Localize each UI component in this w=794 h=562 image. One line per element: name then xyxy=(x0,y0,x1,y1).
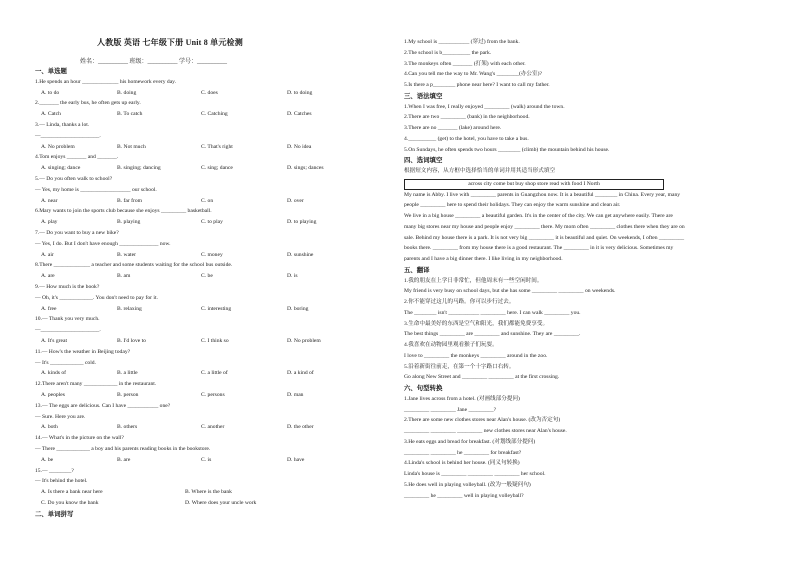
question-line: _________ he _________ well in playing volleyball? xyxy=(404,492,524,499)
answer-option: B. singing; dancing xyxy=(117,165,161,172)
question-line: 4.__________ (get) to the hotel, you have to take a bus. xyxy=(404,135,529,142)
question-line: — It's behind the hotel. xyxy=(35,478,88,485)
question-line: 2.There are some new clothes stores near Alan's house. (改为否定句) xyxy=(404,417,561,424)
question-line: — It's ____________ cold. xyxy=(35,359,96,366)
question-line: _________ _________ _________ new clothes stores near Alan's house. xyxy=(404,428,567,434)
question-line: 4.Tom enjoys _______ and _______. xyxy=(35,154,119,161)
answer-option: D. No idea xyxy=(287,143,312,150)
answer-option: C. Do you know the bank xyxy=(41,500,99,506)
question-line: 11.— How's the weather in Beijing today? xyxy=(35,348,131,355)
answer-option: D. to playing xyxy=(287,219,317,226)
question-line: 4.Linda's school is behind her house. (同义句转换) xyxy=(404,460,520,467)
answer-option: A. It's great xyxy=(41,338,68,344)
question-line: My name is Abby. I live with _________ parents in Guangzhou now. It is a beautiful ________ in China. Every year, many xyxy=(404,191,681,198)
section-heading: 三、语法填空 xyxy=(404,92,443,100)
answer-option: A. both xyxy=(41,424,58,431)
question-line: 5.Is there a p________ phone near here? I want to call my father. xyxy=(404,82,550,88)
question-line: The ________ isn't ___________ _________ here. I can walk _________ you. xyxy=(404,309,581,316)
question-line: I love to _________ the monkeys _________ around in the zoo. xyxy=(404,352,548,359)
question-line: 10.— Thank you very much. xyxy=(35,316,100,323)
question-line: 3.The monkeys often _______ (打架) with each other. xyxy=(404,60,526,67)
question-line: 5.沿着新街往前走，在第一个十字路口右转。 xyxy=(404,363,515,370)
answer-option: B. doing xyxy=(117,89,137,96)
answer-option: B. a little xyxy=(117,370,138,377)
answer-option: A. air xyxy=(41,251,54,258)
question-line: 13.— The eggs are delicious. Can I have ___________ one? xyxy=(35,402,171,409)
word-bank-box: across city come but buy shop store read with food I North xyxy=(404,179,664,190)
answer-option: B. I'd love to xyxy=(117,338,146,344)
answer-option: A. No problem xyxy=(41,143,75,150)
answer-option: D. boring xyxy=(287,305,309,312)
question-line: 1.My school is ___________ (穿过) from the bank. xyxy=(404,39,520,45)
question-line: 2.The school is b__________ the park. xyxy=(404,49,492,56)
question-line: — There ____________ a boy and his parents reading books in the bookstore. xyxy=(35,446,211,452)
answer-option: B. Not much xyxy=(117,143,146,150)
question-line: Linda's house is _________ _________ _________ her school. xyxy=(404,471,546,477)
answer-option: A. free xyxy=(41,305,57,312)
answer-option: C. I think so xyxy=(201,338,229,344)
question-line: _________ _________ he _________ for breakfast? xyxy=(404,449,522,456)
answer-option: C. interesting xyxy=(201,305,232,312)
answer-option: C. Catching xyxy=(201,111,228,118)
answer-option: B. are xyxy=(117,456,131,463)
answer-option: D. man xyxy=(287,392,304,398)
question-line: 2.There are two _________ (bank) in the neighborhood. xyxy=(404,114,530,121)
question-line: — Yes, I do. But I don't have enough ______________ now. xyxy=(35,240,171,247)
answer-option: D. Catches xyxy=(287,111,312,118)
answer-option: D. a kind of xyxy=(287,370,314,377)
question-line: 4.Can you tell me the way to Mr. Wang's ________(办公室)? xyxy=(404,71,542,78)
question-line: 8.There _____________ a teacher and some students waiting for the school bus outside. xyxy=(35,262,233,269)
answer-option: A. Is there a bank near here xyxy=(41,489,103,496)
answer-option: A. to do xyxy=(41,89,60,96)
student-info-line: 姓名：__________ 班级：__________ 学号：__________ xyxy=(80,59,228,65)
answer-option: B. person xyxy=(117,392,139,398)
question-line: 3.There are no _______ (lake) around here. xyxy=(404,125,502,131)
answer-option: C. does xyxy=(201,89,218,96)
answer-option: B. water xyxy=(117,251,136,258)
answer-option: C. another xyxy=(201,424,225,431)
answer-option: D. No problem xyxy=(287,338,321,344)
answer-option: A. Catch xyxy=(41,111,61,118)
answer-option: D. is xyxy=(287,273,298,280)
question-line: — Yes, my home is __________________ our school. xyxy=(35,186,157,193)
section-heading: 一、单选题 xyxy=(35,68,67,75)
question-line: sale. Behind my house there is a park. It is not very big _________ it is beautiful and quiet. On weekends, I often _________ xyxy=(404,234,685,241)
question-line: 9.— How much is the book? xyxy=(35,284,100,290)
answer-option: B. far from xyxy=(117,197,143,204)
answer-option: D. have xyxy=(287,456,305,463)
answer-option: C. a little of xyxy=(201,370,228,377)
question-line: 15.— ________? xyxy=(35,467,74,474)
answer-option: C. on xyxy=(201,197,214,204)
question-line: 2.你不能穿过这儿的马路。你可以步行过去。 xyxy=(404,299,515,305)
answer-option: D. the other xyxy=(287,424,314,431)
question-line: 4.我喜欢在动物园里观看猴子们玩耍。 xyxy=(404,342,498,348)
question-line: 3.He eats eggs and bread for breakfast. (对划线部分提问) xyxy=(404,438,536,445)
question-line: —_____________________. xyxy=(35,132,101,139)
answer-option: A. peoples xyxy=(41,392,65,398)
question-line: 5.— Do you often walk to school? xyxy=(35,176,113,182)
answer-option: B. others xyxy=(117,424,138,431)
question-line: 6.Mary wants to join the sports club because she enjoys _________ basketball. xyxy=(35,208,212,215)
answer-option: D. to doing xyxy=(287,89,313,96)
question-line: 1.He spends an hour _____________ his homework every day. xyxy=(35,78,177,85)
answer-option: B. To catch xyxy=(117,111,143,118)
answer-option: A. be xyxy=(41,456,54,463)
question-line: many big stores near my house and people enjoy _________ there. My mom often _________ clothes there when they are on xyxy=(404,223,685,230)
answer-option: B. relaxing xyxy=(117,305,142,312)
question-line: We live in a big house _________ a beautiful garden. It's in the center of the city. We can get anywhere easily. There are xyxy=(404,213,673,219)
question-line: 1.When I was free, I really enjoyed _________ (walk) around the town. xyxy=(404,103,565,110)
answer-option: C. is xyxy=(201,456,212,463)
question-line: 根据短文内容，从方框中选择恰当的单词并用其适当形式填空 xyxy=(404,168,556,174)
question-line: 7.— Do you want to buy a new bike? xyxy=(35,230,119,236)
answer-option: C. money xyxy=(201,251,223,258)
question-line: 5.On Sundays, he often spends two hours ________ (climb) the mountain behind his house. xyxy=(404,146,610,153)
question-line: My friend is very busy on school days, but she has some _________ _________ on weekends. xyxy=(404,288,616,295)
section-heading: 二、单词拼写 xyxy=(35,510,74,518)
answer-option: B. playing xyxy=(117,219,141,226)
answer-option: D. sings; dances xyxy=(287,165,324,172)
question-line: — Oh, it's ____________. You don't need to pay for it. xyxy=(35,294,158,301)
question-line: 3.生命中最美好的东西是空气和阳光，我们都能免费享受。 xyxy=(404,320,549,327)
question-line: 5.He does well in playing volleyball. (改为一般疑问句) xyxy=(404,481,531,488)
question-line: 1.Jane lives across from a hotel. (对画线部分提问) xyxy=(404,395,520,402)
answer-option: B. Where is the bank xyxy=(185,489,232,496)
answer-option: C. to play xyxy=(201,219,223,226)
question-line: parents and I have a big dinner there. I like living in my neighborhood. xyxy=(404,256,563,262)
answer-option: C. persons xyxy=(201,392,225,398)
answer-option: A. kinds of xyxy=(41,370,67,377)
question-line: 14.— What's in the picture on the wall? xyxy=(35,435,124,442)
question-line: 2._______ the early bus, he often gets up early. xyxy=(35,100,141,107)
answer-option: C. be xyxy=(201,273,213,280)
question-line: people _________ here to spend their holidays. They can enjoy the warm sunshine and clean air. xyxy=(404,202,621,209)
question-line: The best things _________ are _________ and sunshine. They are _________. xyxy=(404,331,581,338)
section-heading: 四、选词填空 xyxy=(404,157,443,165)
question-line: 1.我的朋友在上学日非常忙，但他周末有一些空闲时间。 xyxy=(404,277,543,284)
answer-option: A. near xyxy=(41,197,58,204)
answer-option: A. play xyxy=(41,219,58,226)
question-line: 3.— Linda, thanks a lot. xyxy=(35,122,90,128)
question-line: books there. _________ from my house there is a good restaurant. The _________ in it is very delicious. Sometimes my xyxy=(404,245,674,252)
answer-option: C. sing; dance xyxy=(201,165,233,172)
answer-option: D. Where does your uncle work xyxy=(185,500,257,506)
section-heading: 六、句型转换 xyxy=(404,385,443,392)
answer-option: A. singing; dance xyxy=(41,165,81,172)
question-line: —_____________________. xyxy=(35,327,101,334)
question-line: 12.There aren't many ____________ in the restaurant. xyxy=(35,381,157,388)
question-line: — Sure. Here you are. xyxy=(35,413,86,420)
page-title: 人教版 英语 七年级下册 Unit 8 单元检测 xyxy=(97,38,243,47)
answer-option: D. over xyxy=(287,197,304,204)
answer-option: D. sunshine xyxy=(287,251,314,258)
section-heading: 五、翻译 xyxy=(404,266,430,274)
question-line: _________ _________ Jane _________? xyxy=(404,406,497,413)
question-line: Go along New Street and _________ _________ at the first crossing. xyxy=(404,374,560,381)
answer-option: A. are xyxy=(41,273,55,280)
answer-option: B. am xyxy=(117,273,131,280)
answer-option: C. That's right xyxy=(201,143,233,150)
